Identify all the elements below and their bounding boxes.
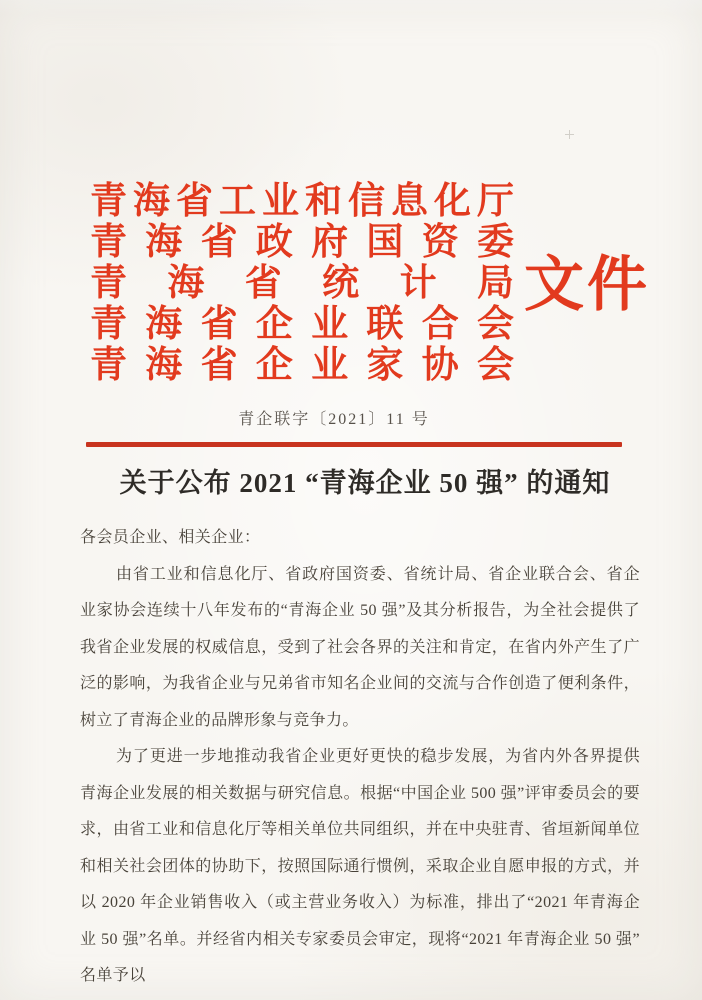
issuing-org-name: 青 海 省 统 计 局 [90,263,514,304]
issuing-org-name: 青 海 省 企 业 家 协 会 [90,345,514,386]
issuing-org-list [90,181,514,386]
salutation: 各会员企业、相关企业： [80,529,261,546]
body-paragraph: 由省工业和信息化厅、省政府国资委、省统计局、省企业联合会、省企业家协会连续十八年发布的“青海企业 50 强”及其分析报告，为全社会提供了我省企业发展的权威信息，受到了社会各界的关注和肯定，在省内外产生了广泛的影响，为我省企业与兄弟省市知名企业间的交流与合作创造了便利条件，树立了青海企业的品牌形象与竞争力。 [80,565,640,729]
paragraph-list [80,557,640,995]
body-paragraph: 为了更进一步地推动我省企业更好更快的稳步发展，为省内外各界提供青海企业发展的相关数据与研究信息。根据“中国企业 500 强”评审委员会的要求，由省工业和信息化厅等相关单位共同组织，并在中央驻青、省垣新闻单位和相关社会团体的协助下，按照国际通行惯例，采取企业自愿申报的方式，并以 2020 年企业销售收入（或主营业务收入）为标准，排出了“2021 年青海企业 50 强”名单。并经省内相关专家委员会审定，现将“2021 年青海企业 50 强”名单予以 [80,748,640,984]
red-divider-line [86,442,622,447]
issuing-org-name: 青 海 省 政 府 国 资 委 [90,222,514,263]
scan-artifact-mark [565,130,574,139]
doc-title: 关于公布 2021 “青海企业 50 强” 的通知 [119,468,611,498]
doc-type-label: 文件 [524,252,650,318]
issuing-org-name: 青 海 省 工 业 和 信 息 化 厅 [90,181,514,222]
issuing-org-name: 青 海 省 企 业 联 合 会 [90,304,514,345]
doc-number: 青企联字〔2021〕11 号 [238,411,430,428]
doc-body [80,520,640,995]
